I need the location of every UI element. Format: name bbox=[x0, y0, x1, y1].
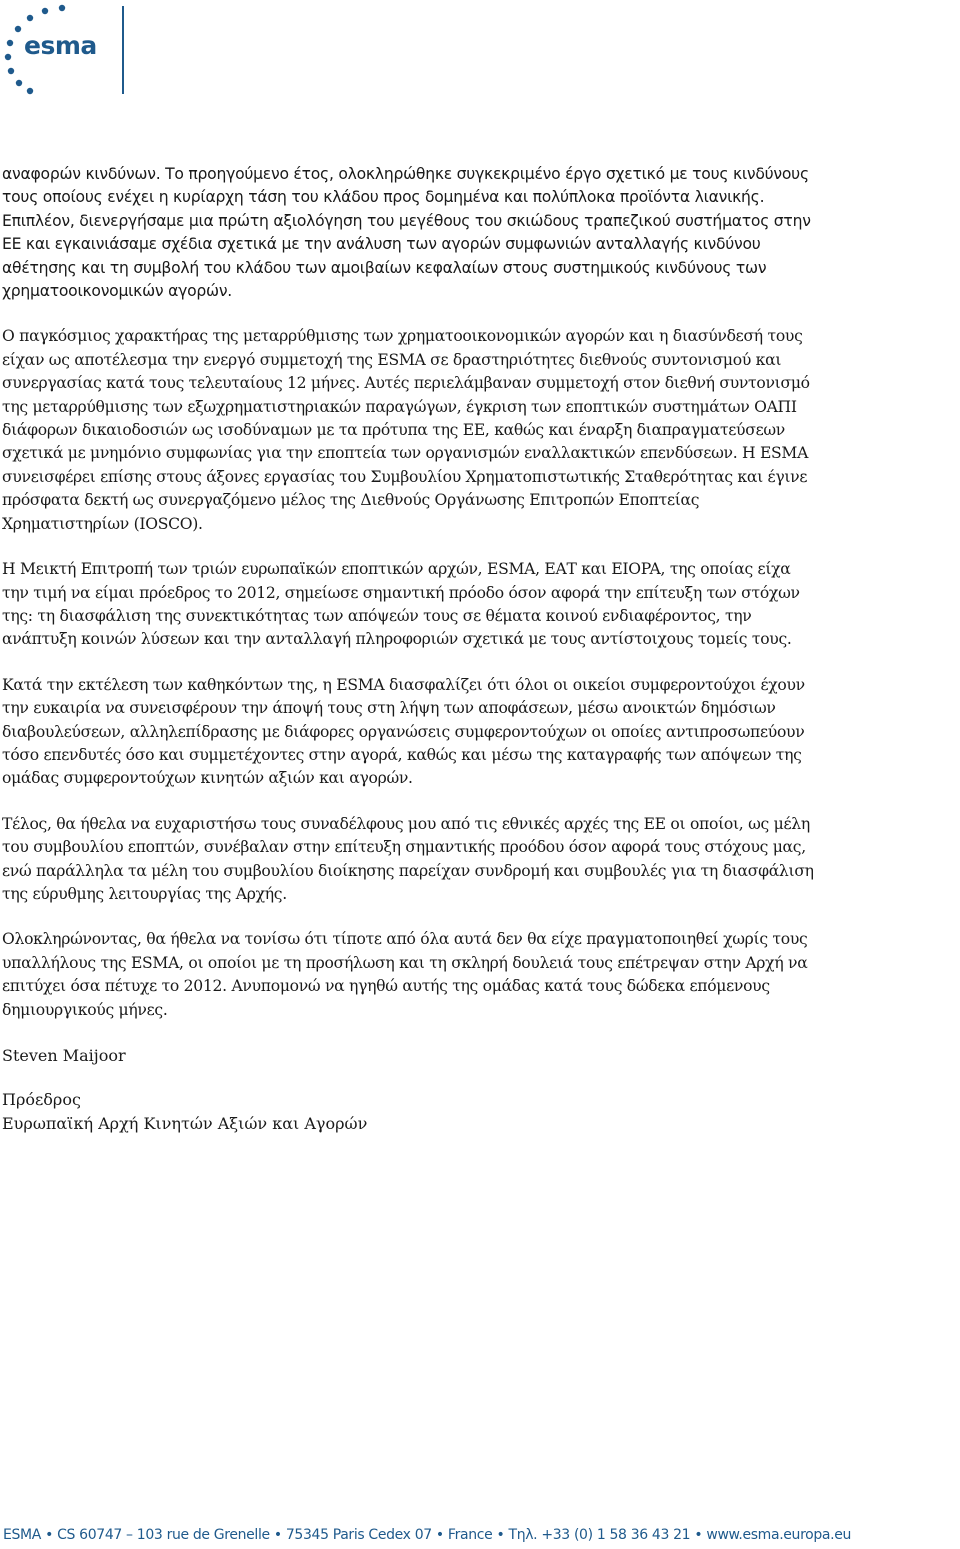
logo-wordmark: esma bbox=[24, 31, 97, 60]
footer-contact-line: ESMA • CS 60747 – 103 rue de Grenelle • 75345 Paris Cedex 07 • France • Τηλ. +33 (0) 1 58 36 43 21 • www.esma.europa.eu bbox=[3, 1527, 852, 1543]
paragraph-closing: Ολοκληρώνοντας, θα ήθελα να τονίσω ότι τίποτε από όλα αυτά δεν θα είχε πραγματοποιηθεί χωρίς τους υπαλλήλους της ESMA, οι οποίοι με τη προσήλωση και τη σκληρή δουλειά τους επέτρεψαν στην Αρχή να επιτύχει όσα πέτυχε το 2012. Ανυπομονώ να ηγηθώ αυτής της ομάδας κατά τους δώδεκα επόμενους δημιουργικούς μήνες. bbox=[2, 930, 808, 1019]
signatory-title: Πρόεδρος bbox=[2, 1090, 81, 1110]
paragraph-joint-committee: Η Μεικτή Επιτροπή των τριών ευρωπαϊκών εποπτικών αρχών, ESMA, ΕΑΤ και EIOPA, της οποίας είχα την τιμή να είμαι πρόεδρος το 2012, σημείωσε σημαντική πρόοδο όσον αφορά την επίτευξη των στόχων της: τη διασφάλιση της συνεκτικότητας των απόψεών τους σε θέματα κοινού ενδιαφέροντος, την ανάπτυξη κοινών λύσεων και την ανταλλαγή πληροφοριών σχετικά με τους αντίστοιχους τομείς τους. bbox=[2, 560, 800, 649]
signatory-name: Steven Maijoor bbox=[2, 1046, 126, 1065]
logo-divider bbox=[122, 6, 124, 94]
paragraph-risk-reporting: αναφορών κινδύνων. Το προηγούμενο έτος, ολοκληρώθηκε συγκεκριμένο έργο σχετικό με τους κινδύνους τους οποίους ενέχει η κυρίαρχη τάση του κλάδου προς δομημένα και πολύπλοκα προϊόντα λιανικής. Επιπλέον, διενεργήσαμε μια πρώτη αξιολόγηση του μεγέθους του σκιώδους τραπεζικού συστήματος στην ΕΕ και εγκαινιάσαμε σχέδια σχετικά με την ανάλυση των αγορών συμφωνιών ανταλλαγής κινδύνου αθέτησης και τη συμβολή του κλάδου των αμοιβαίων κεφαλαίων στους συστημικούς κινδύνους των χρηματοοικονομικών αγορών. bbox=[2, 165, 811, 301]
signatory-organisation: Ευρωπαϊκή Αρχή Κινητών Αξιών και Αγορών bbox=[2, 1113, 368, 1133]
paragraph-thanks-colleagues: Τέλος, θα ήθελα να ευχαριστήσω τους συναδέλφους μου από τις εθνικές αρχές της ΕΕ οι οποίοι, ως μέλη του συμβουλίου εποπτών, συνέβαλαν στην επίτευξη σημαντικής προόδου όσον αφορά τους στόχους μας, ενώ παράλληλα τα μέλη του συμβουλίου διοίκησης παρείχαν συνδρομή και συμβουλές για τη διασφάλιση της εύρυθμης λειτουργίας της Αρχής. bbox=[2, 814, 814, 903]
paragraph-stakeholders: Κατά την εκτέλεση των καθηκόντων της, η ESMA διασφαλίζει ότι όλοι οι οικείοι συμφεροντούχοι έχουν την ευκαιρία να συνεισφέρουν την άποψή τους στη λήψη των αποφάσεων, μέσω ανοικτών δημόσιων διαβουλεύσεων, αλληλεπίδρασης με διάφορες οργανώσεις συμφεροντούχων οι οποίες αντιπροσωπεύουν τόσο επενδυτές όσο και συμμετέχοντες στην αγορά, καθώς και μέσω της καταγραφής των απόψεων της ομάδας συμφεροντούχων κινητών αξιών και αγορών. bbox=[2, 675, 805, 788]
letter-body bbox=[2, 163, 958, 1135]
esma-logo bbox=[0, 0, 130, 95]
paragraph-international-cooperation: Ο παγκόσμιος χαρακτήρας της μεταρρύθμισης των χρηματοοικονομικών αγορών και η διασύνδεσή τους είχαν ως αποτέλεσμα την ενεργό συμμετοχή της ESMA σε δραστηριότητες διεθνούς συντονισμού και συνεργασίας κατά τους τελευταίους 12 μήνες. Αυτές περιελάμβαναν συμμετοχή στον διεθνή συντονισμό της μεταρρύθμισης των εξωχρηματιστηριακών παραγώγων, έγκριση των εποπτικών συστημάτων ΟΑΠΙ διάφορων δικαιοδοσιών ως ισοδύναμων με τα πρότυπα της ΕΕ, καθώς και έναρξη διαπραγματεύσεων σχετικά με μνημόνιο συμφωνίας για την εποπτεία των οργανισμών εναλλακτικών επενδύσεων. Η ESMA συνεισφέρει επίσης στους άξονες εργασίας του Συμβουλίου Χρηματοπιστωτικής Σταθερότητας και έγινε πρόσφατα δεκτή ως συνεργαζόμενο μέλος της Διεθνούς Οργάνωσης Επιτροπών Εποπτείας Χρηματιστηρίων (IOSCO). bbox=[2, 327, 810, 533]
